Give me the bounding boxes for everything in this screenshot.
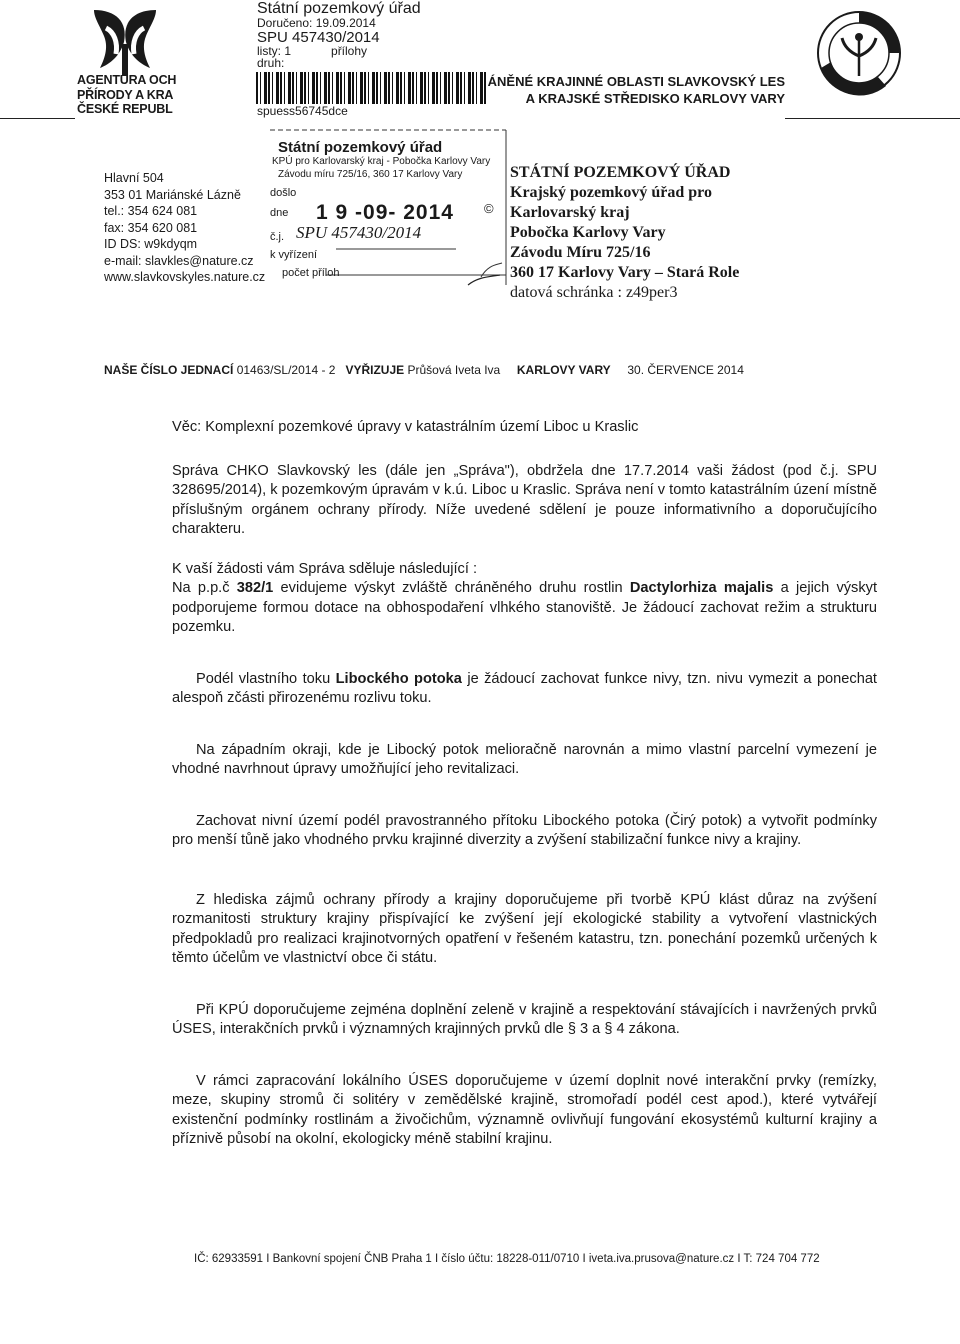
- header-rule-left: [0, 118, 75, 119]
- paragraph-5: Zachovat nivní území podél pravostranného přítoku Libockého potoka (Čirý potok) a vytvořit podmínky pro menší tůně jako vhodného prvku krajinné diverzity a zvýšení stabilizační funkce nivy a krajiny.: [172, 812, 877, 848]
- stamp-line-4b: přílohy: [331, 43, 368, 58]
- agency-line-2: PŘÍRODY A KRA: [77, 87, 174, 102]
- stamp-line-2: Doručeno: 19.09.2014: [257, 16, 376, 30]
- registry-sub-2: Závodu míru 725/16, 360 17 Karlovy Vary: [278, 169, 463, 180]
- letter-body: [172, 418, 877, 1150]
- p3-part-a: Podél vlastního toku: [196, 670, 336, 687]
- ref-number-label: NAŠE ČÍSLO JEDNACÍ: [104, 363, 234, 377]
- recipient-address: [510, 163, 739, 303]
- phone: tel.: 354 624 081: [104, 204, 198, 218]
- registry-stamp: [256, 125, 508, 290]
- stamp-line-1: Státní pozemkový úřad: [257, 0, 421, 17]
- registry-sub-1: KPÚ pro Karlovarský kraj - Pobočka Karlovy Vary: [272, 156, 491, 167]
- paragraph-3: [172, 670, 877, 709]
- office-line-2: A KRAJSKÉ STŘEDISKO KARLOVY VARY: [525, 91, 785, 106]
- registry-mark: ©: [484, 201, 494, 216]
- paragraph-6: Z hlediska zájmů ochrany přírody a krajiny doporučujeme při tvorbě KPÚ klást důraz na zvýšení rozmanitosti struktury krajiny přispívající ke zvýšení její ekologické stability a vytvoření vlastnických předpokladů pro realizaci krajinotvorných opatření v řešeném katastru, tzn. ponechání pozemků určených k těmto účelům ve vlastnictví obce či státu.: [172, 891, 877, 966]
- registry-vyrizeni-label: k vyřízení: [270, 249, 318, 261]
- barcode-code: spuess56745dce: [257, 104, 348, 118]
- paragraph-8: V rámci zapracování lokálního ÚSES doporučujeme v území doplnit nové interakční prvky (remízky, meze, skupiny stromů či solitéry v zemědělské krajině, stromořadí podél cest apod.), které vytvářejí existenční podmínky rostlinám a živočichům, významně ovlivňují fungování ekosystémů kulturní krajiny a příznivě působí na okolní, ekologicky méně stabilní krajinu.: [172, 1072, 877, 1147]
- ref-date: 30. ČERVENCE 2014: [627, 363, 744, 377]
- p3-stream: Libockého potoka: [335, 670, 462, 687]
- p3-part-c: je žádoucí zachovat funkce nivy, tzn. nivu vymezit a ponechat alespoň zčásti přirozenému rozlivu toku.: [172, 670, 877, 706]
- recipient-line-3: Karlovarský kraj: [510, 204, 630, 221]
- registry-cj-label: č.j.: [270, 231, 285, 243]
- agency-line-3: ČESKÉ REPUBL: [77, 102, 173, 116]
- paragraph-1: Správa CHKO Slavkovský les (dále jen „Správa"), obdržela dne 17.7.2014 vaši žádost (pod č.j. SPU 328695/2014), k pozemkovým úpravám v k.ú. Liboc u Kraslic. Správa není v tomto katastrálním úzení místně příslušným orgánem ochrany přírody. Níže uvedené sdělení je pouze informativního a doporučujícího charakteru.: [172, 462, 877, 537]
- recipient-databox: datová schránka : z49per3: [510, 284, 678, 301]
- p2-part-e: a jejich výskyt podporujeme formou dotace na obhospodaření vlhkého stanoviště. Je žádoucí zachovat režim a strukturu pozemku.: [172, 580, 878, 635]
- paragraph-2: [172, 579, 877, 638]
- registry-dne-label: dne: [270, 207, 289, 219]
- aopk-logo: [76, 8, 174, 76]
- ref-number: 01463/SL/2014 - 2: [236, 363, 336, 377]
- website: www.slavkovskyles.nature.cz: [104, 270, 266, 284]
- p2-part-c: evidujeme výskyt zvláště chráněného druhu rostlin: [273, 580, 630, 596]
- barcode: [256, 72, 488, 104]
- ref-place: KARLOVY VARY: [516, 363, 611, 377]
- paragraph-7: Při KPÚ doporučujeme zejména doplnění zeleně v krajině a respektování stávajících i navržených prvků ÚSES, interakčních prvků i významných krajinných prvků dle § 3 a § 4 zákona.: [172, 1001, 877, 1037]
- stamp-line-5: druh:: [257, 56, 285, 70]
- email: e-mail: slavkles@nature.cz: [104, 253, 254, 268]
- recipient-line-2: Krajský pozemkový úřad pro: [510, 184, 712, 201]
- chko-seal-logo: [816, 10, 902, 96]
- registry-date: 1 9 -09- 2014: [316, 201, 454, 224]
- data-box-id: ID DS: w9kdyqm: [104, 237, 198, 251]
- ref-handler-label: VYŘIZUJE: [345, 363, 405, 377]
- paragraph-4: Na západním okraji, kde je Libocký potok melioračně narovnán a mimo vlastní parcelní vymezení je vhodné navrhnout úpravy umožňující jeho revitalizaci.: [172, 741, 877, 777]
- recipient-line-6: 360 17 Karlovy Vary – Stará Role: [510, 264, 740, 281]
- ref-handler: Průšová Iveta Iva: [407, 363, 501, 377]
- footer: IČ: 62933591 I Bankovní spojení ČNB Praha 1 I číslo účtu: 18228-011/0710 I iveta.iva.prusova@nature.cz I T: 724 704 772: [194, 1253, 820, 1265]
- office-name: [483, 73, 785, 107]
- agency-line-1: AGENTURA OCH: [77, 73, 177, 87]
- address-city: 353 01 Mariánské Lázně: [104, 187, 241, 202]
- office-line-1: ÁNĚNÉ KRAJINNÉ OBLASTI SLAVKOVSKÝ LES: [487, 74, 785, 89]
- registry-title: Státní pozemkový úřad: [278, 139, 443, 156]
- registry-prilohy-label: počet příloh: [282, 267, 340, 279]
- recipient-line-1: STÁTNÍ POZEMKOVÝ ÚŘAD: [510, 164, 731, 181]
- registry-cj-handwritten: SPU 457430/2014: [296, 223, 422, 242]
- stamp-line-4a: listy: 1: [257, 43, 292, 58]
- registry-cislo-label: došlo: [270, 187, 297, 199]
- recipient-line-4: Pobočka Karlovy Vary: [510, 224, 666, 241]
- sender-contact: [104, 170, 265, 286]
- agency-name: [77, 73, 176, 117]
- delivery-stamp: [257, 1, 421, 70]
- p2-parcel: 382/1: [236, 580, 274, 596]
- paragraph-2-intro: K vaší žádosti vám Správa sděluje následující :: [172, 560, 478, 577]
- address-street: Hlavní 504: [104, 171, 164, 185]
- p2-species: Dactylorhiza majalis: [629, 580, 774, 596]
- header-rule-right: [785, 118, 960, 119]
- reference-line: [104, 363, 744, 377]
- recipient-line-5: Závodu Míru 725/16: [510, 244, 651, 261]
- fax: fax: 354 620 081: [104, 220, 198, 235]
- stamp-line-3: SPU 457430/2014: [257, 28, 380, 46]
- p2-part-a: Na p.p.č: [172, 580, 237, 596]
- subject: Věc: Komplexní pozemkové úpravy v katastrálním území Liboc u Kraslic: [172, 419, 639, 435]
